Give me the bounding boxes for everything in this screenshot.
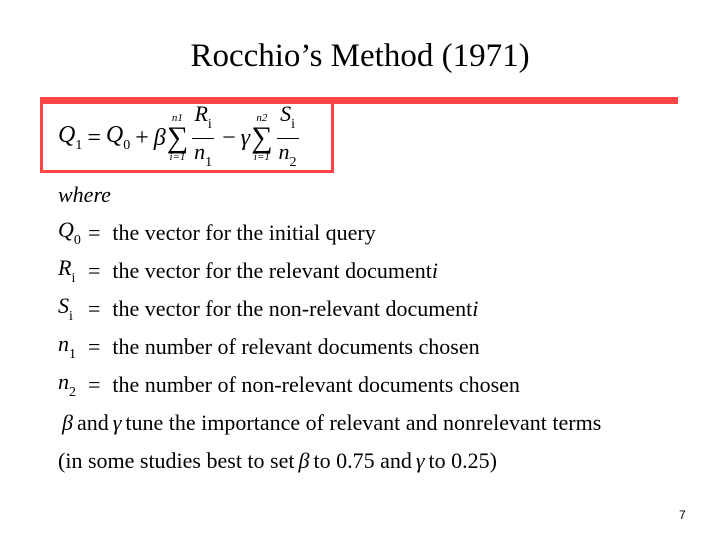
definition-text: the number of relevant documents chosen	[112, 334, 480, 359]
definition-si: $S_i$ = the vector for the non-relevant document i	[58, 293, 479, 324]
gamma-symbol: γ	[112, 410, 122, 435]
definition-symbol: $S_i$	[58, 293, 73, 324]
summation-relevant: n1 ∑ i=1	[166, 112, 189, 163]
formula-lhs: $Q_1$	[58, 122, 83, 153]
definition-symbol: $Q_0$	[58, 217, 81, 248]
sum2-lower-limit: i=1	[253, 151, 270, 163]
definition-ri: $R_i$ = the vector for the relevant document i	[58, 255, 439, 286]
definitions-block	[58, 176, 698, 480]
formula-beta: β	[153, 124, 166, 151]
formula-gamma: γ	[240, 124, 251, 151]
formula-minus: −	[222, 124, 236, 151]
definition-q0: $Q_0$ = the vector for the initial query	[58, 217, 376, 248]
sum2-upper-limit: n2	[256, 112, 268, 124]
and-word: and	[76, 410, 109, 435]
definition-text: the number of non-relevant documents chosen	[112, 372, 520, 397]
where-line	[58, 176, 698, 214]
beta-symbol: β	[62, 410, 73, 435]
definition-n2: $n_2$ = the number of non-relevant documents chosen	[58, 369, 520, 400]
definition-tail: i	[472, 296, 479, 321]
definition-text: the vector for the relevant document	[112, 258, 432, 283]
page-number: 7	[679, 508, 686, 522]
fraction-nonrelevant: $\frac{S_i}{n_2}$	[277, 101, 299, 176]
summation-nonrelevant: n2 ∑ i=1	[251, 112, 273, 163]
gamma-symbol: γ	[415, 448, 425, 473]
note-part1: (in some studies best to set	[58, 448, 295, 473]
tuning-text: tune the importance of relevant and nonrelevant terms	[125, 410, 602, 435]
note-line	[58, 442, 698, 480]
rocchio-formula	[58, 100, 302, 170]
definition-symbol: $n_2$	[58, 369, 76, 400]
definition-n1: $n_1$ = the number of relevant documents chosen	[58, 331, 480, 362]
formula-q0: $Q_0$	[105, 122, 131, 153]
note-part2: to 0.75 and	[313, 448, 412, 473]
note-part3: to 0.25)	[428, 448, 497, 473]
beta-symbol: β	[298, 448, 310, 473]
where-label: where	[58, 182, 111, 207]
definition-text: the vector for the non-relevant document	[112, 296, 473, 321]
tuning-line	[58, 404, 698, 442]
sum1-upper-limit: n1	[171, 112, 183, 124]
definition-symbol: $R_i$	[58, 255, 76, 286]
slide-title: Rocchio’s Method (1971)	[190, 38, 530, 74]
definition-tail: i	[431, 258, 439, 283]
formula-equals: =	[87, 124, 101, 151]
formula-plus: +	[135, 124, 149, 151]
fraction-relevant: $\frac{R_i}{n_1}$	[192, 101, 214, 176]
definition-text: the vector for the initial query	[112, 220, 376, 245]
definition-symbol: $n_1$	[58, 331, 76, 362]
sum1-lower-limit: i=1	[169, 151, 186, 163]
